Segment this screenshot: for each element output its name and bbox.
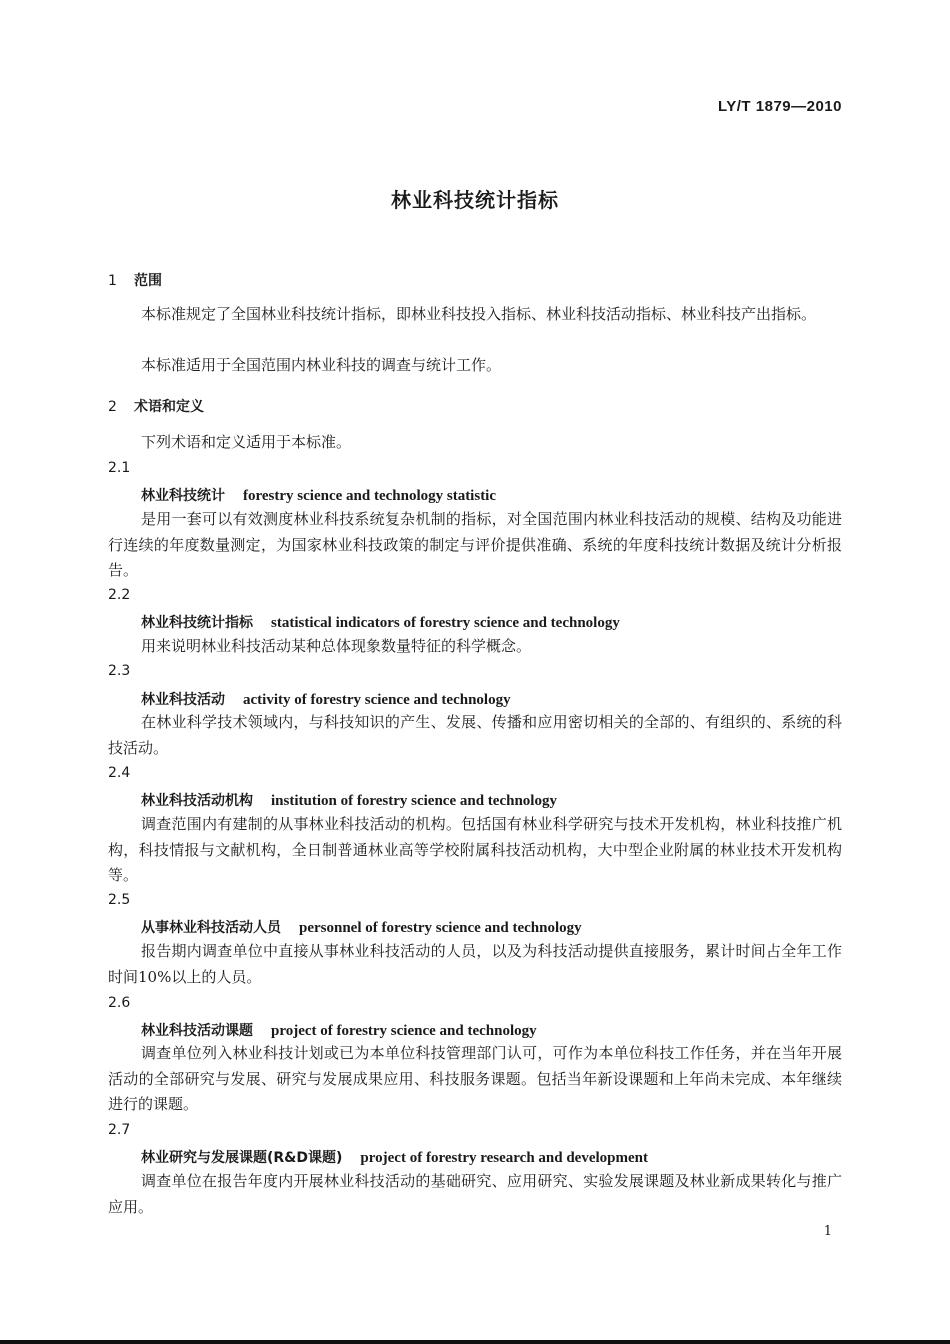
term-heading (141, 1020, 537, 1040)
term-zh: 林业科技活动机构 (141, 793, 253, 809)
section-number: 2 (108, 399, 117, 415)
term-heading (141, 917, 582, 937)
term-definition: 是用一套可以有效测度林业科技系统复杂机制的指标，对全国范围内林业科技活动的规模、结构及功能进行连续的年度数量测定，为国家林业科技政策的制定与评价提供准确、系统的年度科技统计数据及统计分析报告。 (108, 510, 842, 579)
term-heading (141, 1147, 648, 1167)
term-definition: 在林业科学技术领域内，与科技知识的产生、发展、传播和应用密切相关的全部的、有组织的、系统的科技活动。 (108, 713, 842, 757)
section-heading-scope (108, 270, 162, 290)
term-zh: 从事林业科技活动人员 (141, 920, 281, 936)
clause-number: 2.2 (108, 587, 131, 603)
term-en: statistical indicators of forestry science and technology (271, 615, 620, 631)
term-zh: 林业科技活动课题 (141, 1023, 253, 1039)
term-en: institution of forestry science and technology (271, 793, 557, 809)
term-en: project of forestry science and technology (271, 1023, 537, 1039)
term-en: activity of forestry science and technology (243, 692, 511, 708)
page-title: 林业科技统计指标 (391, 188, 559, 212)
term-definition: 用来说明林业科技活动某种总体现象数量特征的科学概念。 (141, 637, 532, 655)
paragraph-terms-intro: 下列术语和定义适用于本标准。 (141, 433, 352, 451)
term-heading (141, 612, 620, 632)
document-code: LY/T 1879—2010 (717, 98, 842, 115)
section-heading-terms (108, 396, 204, 416)
term-en: forestry science and technology statistic (243, 488, 497, 504)
term-definition: 调查范围内有建制的从事林业科技活动的机构。包括国有林业科学研究与技术开发机构，林业科技推广机构，科技情报与文献机构，全日制普通林业高等学校附属科技活动机构，大中型企业附属的林业技术开发机构等。 (108, 815, 842, 884)
clause-number: 2.1 (108, 460, 131, 476)
page-number: 1 (823, 1224, 832, 1239)
section-number: 1 (108, 273, 117, 289)
term-zh: 林业科技统计 (141, 488, 225, 504)
term-en: personnel of forestry science and technology (299, 920, 582, 936)
term-heading (141, 485, 496, 505)
clause-number: 2.6 (108, 995, 131, 1011)
term-zh: 林业科技活动 (141, 692, 225, 708)
section-title: 术语和定义 (134, 399, 204, 415)
bottom-rule (0, 1340, 950, 1344)
term-definition: 报告期内调查单位中直接从事林业科技活动的人员，以及为科技活动提供直接服务，累计时间占全年工作时间10%以上的人员。 (108, 942, 842, 986)
clause-number: 2.4 (108, 765, 131, 781)
paragraph-scope-1: 本标准规定了全国林业科技统计指标，即林业科技投入指标、林业科技活动指标、林业科技产出指标。 (141, 305, 817, 323)
clause-number: 2.7 (108, 1122, 131, 1138)
term-definition: 调查单位在报告年度内开展林业科技活动的基础研究、应用研究、实验发展课题及林业新成果转化与推广应用。 (108, 1172, 842, 1216)
term-definition: 调查单位列入林业科技计划或已为本单位科技管理部门认可，可作为本单位科技工作任务，并在当年开展活动的全部研究与发展、研究与发展成果应用、科技服务课题。包括当年新设课题和上年尚未完成、本年继续进行的课题。 (108, 1044, 842, 1113)
paragraph-scope-2: 本标准适用于全国范围内林业科技的调查与统计工作。 (141, 356, 502, 374)
term-zh: 林业科技统计指标 (141, 615, 253, 631)
term-en: project of forestry research and development (360, 1150, 648, 1166)
term-heading (141, 790, 557, 810)
clause-number: 2.5 (108, 892, 131, 908)
term-heading (141, 689, 511, 709)
section-title: 范围 (134, 273, 162, 289)
term-zh: 林业研究与发展课题(R&D课题) (141, 1150, 343, 1166)
clause-number: 2.3 (108, 663, 131, 679)
